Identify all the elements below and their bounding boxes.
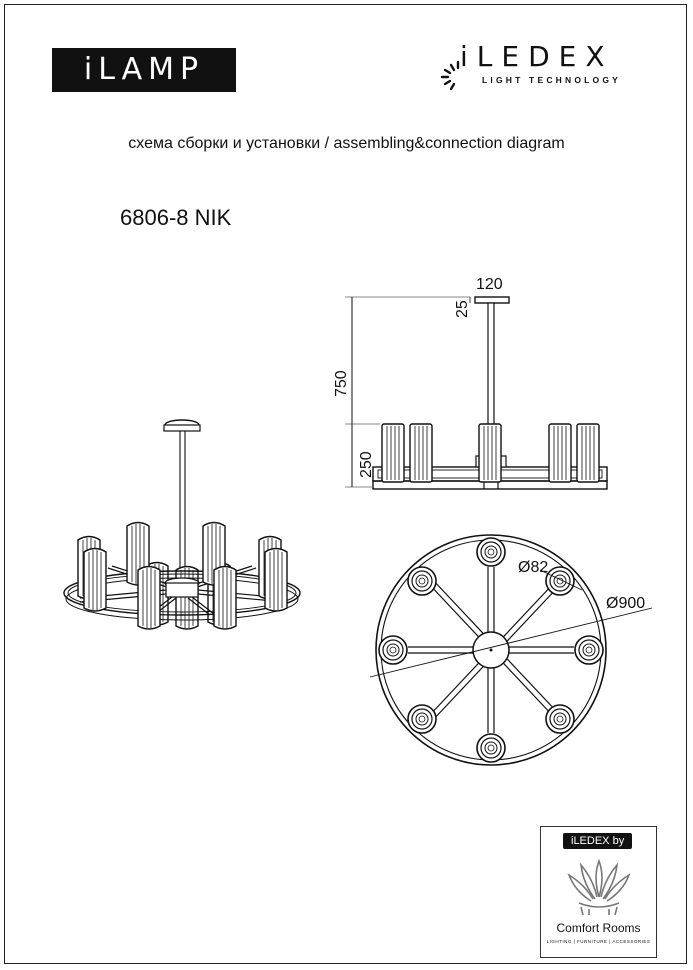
socket — [546, 567, 574, 595]
dim-canopy-height: 25 — [454, 300, 471, 318]
shade — [410, 424, 432, 482]
ilamp-logo: iLAMP — [52, 48, 236, 92]
shade — [479, 424, 501, 482]
shade — [382, 424, 404, 482]
model-number: 6806-8 NIK — [120, 205, 232, 230]
socket — [575, 636, 603, 664]
socket — [477, 538, 505, 566]
chair-crest-icon — [565, 857, 633, 919]
socket — [408, 705, 436, 733]
socket — [379, 636, 407, 664]
shade — [549, 424, 571, 482]
socket — [546, 705, 574, 733]
iledex-tagline: LIGHT TECHNOLOGY — [482, 75, 622, 85]
iledex-wordmark: iLEDEX — [460, 40, 614, 73]
top-view — [370, 535, 652, 765]
socket — [477, 734, 505, 762]
dim-ring-diameter: Ø900 — [606, 595, 646, 612]
shade — [577, 424, 599, 482]
badge-brand-name: Comfort Rooms — [556, 921, 641, 935]
badge-categories: LIGHTING | FURNITURE | ACCESSORIES — [546, 939, 651, 944]
side-view — [333, 276, 607, 489]
badge-top-label: iLEDEX by — [563, 833, 632, 849]
socket — [408, 567, 436, 595]
perspective-view — [64, 420, 300, 629]
rod — [180, 431, 185, 581]
dim-total-height: 750 — [333, 370, 350, 397]
dim-body-height: 250 — [358, 451, 375, 478]
comfort-rooms-badge — [540, 826, 657, 958]
canopy — [475, 297, 509, 303]
dim-canopy-width: 120 — [476, 276, 503, 293]
dim-shade-diameter: Ø82 — [518, 559, 549, 576]
diagram-subtitle: схема сборки и установки / assembling&connection diagram — [128, 135, 565, 152]
